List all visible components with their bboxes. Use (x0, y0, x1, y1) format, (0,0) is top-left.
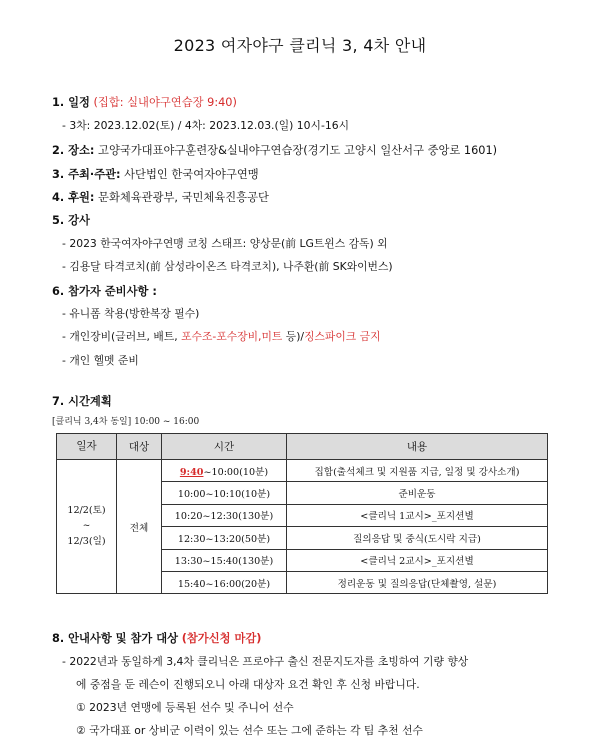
time-cell: 10:00~10:10(10분) (162, 482, 287, 504)
page-title: 2023 여자야구 클리닉 3, 4차 안내 (173, 36, 427, 55)
prep-helmet: - 개인 헬멧 준비 (62, 354, 139, 367)
section-venue (52, 142, 497, 158)
notice-line-2: 에 중점을 둔 레슨이 진행되오니 아래 대상자 요건 확인 후 신청 바랍니다. (76, 678, 420, 691)
time-cell: 15:40~16:00(20분) (162, 571, 287, 593)
notice-line-1: - 2022년과 동일하게 3,4차 클리닉은 프로야구 출신 전문지도자를 초빙하여 기량 향상 (62, 655, 469, 668)
eligibility-item-1: ① 2023년 연맹에 등록된 선수 및 주니어 선수 (76, 701, 294, 714)
date-cell (57, 460, 117, 594)
venue-text: 고양국가대표야구훈련장&실내야구연습장(경기도 고양시 일산서구 중앙로 1601) (94, 144, 498, 157)
section-instructors (52, 212, 90, 228)
prep-equipment-mid: 등)/ (282, 330, 305, 343)
content-cell: <클리닉 2교시>_포지션별 (287, 549, 548, 571)
content-cell: <클리닉 1교시>_포지션별 (287, 504, 548, 526)
instructors-line-2: - 김용달 타격코치(前 삼성라이온즈 타격코치), 나주환(前 SK와이번스) (62, 260, 393, 273)
host-text: 사단법인 한국여자야구연맹 (120, 168, 259, 181)
section-host-label: 3. 주최·주관: (52, 168, 121, 181)
section-schedule-label: 1. 일정 (52, 96, 90, 109)
section-schedule (52, 94, 237, 110)
section-notice-label: 8. 안내사항 및 참가 대상 (52, 632, 179, 645)
header-date: 일자 (57, 434, 117, 460)
target-cell: 전체 (117, 460, 162, 594)
section-prep-label: 6. 참가자 준비사항 : (52, 285, 157, 298)
table-header-row (57, 434, 548, 460)
prep-catcher-gear: 포수조-포수장비,미트 (181, 330, 283, 343)
time-cell: 12:30~13:20(50분) (162, 527, 287, 549)
date-start: 12/2(토) (67, 504, 106, 516)
prep-equipment-pre: - 개인장비(글러브, 배트, (62, 330, 182, 343)
gathering-note: (집합: 실내야구연습장 9:40) (93, 96, 237, 109)
prep-uniform: - 유니폼 착용(방한복장 필수) (62, 307, 200, 320)
eligibility-item-2: ② 국가대표 or 상비군 이력이 있는 선수 또는 그에 준하는 각 팀 추천 선수 (76, 724, 423, 737)
section-timetable (52, 393, 112, 409)
time-cell (162, 460, 287, 482)
content-cell: 집합(출석체크 및 지원품 지급, 일정 및 강사소개) (287, 460, 548, 482)
time-cell: 13:30~15:40(130분) (162, 549, 287, 571)
content-cell: 질의응답 및 중식(도시락 지급) (287, 527, 548, 549)
section-venue-label: 2. 장소: (52, 144, 95, 157)
content-cell: 준비운동 (287, 482, 548, 504)
section-timetable-label: 7. 시간계획 (52, 395, 112, 408)
section-instructors-label: 5. 강사 (52, 214, 90, 227)
sponsor-text: 문화체육관광부, 국민체육진흥공단 (94, 191, 269, 204)
header-content: 내용 (287, 434, 548, 460)
date-tilde: ~ (82, 521, 91, 532)
section-host (52, 166, 259, 182)
section-sponsor-label: 4. 후원: (52, 191, 95, 204)
prep-equipment (62, 329, 381, 344)
timetable-note: [클리닉 3,4차 동일] 10:00 ~ 16:00 (52, 417, 200, 427)
date-end: 12/3(일) (67, 536, 106, 548)
section-notice (52, 630, 261, 646)
content-cell: 정리운동 및 질의응답(단체촬영, 설문) (287, 571, 548, 593)
time-cell: 10:20~12:30(130분) (162, 504, 287, 526)
schedule-dates: - 3차: 2023.12.02(토) / 4차: 2023.12.03.(일) 10시-16시 (62, 119, 350, 132)
timetable (56, 433, 548, 594)
table-row (57, 460, 548, 482)
instructors-line-1: - 2023 한국여자야구연맹 코칭 스태프: 양상문(前 LG트윈스 감독) 외 (62, 237, 388, 250)
section-sponsor (52, 189, 269, 205)
time-highlight: 9:40 (179, 466, 204, 478)
section-prep (52, 283, 157, 299)
header-time: 시간 (162, 434, 287, 460)
time-text: ~10:00(10분) (203, 466, 269, 478)
prep-spike-ban: 징스파이크 금지 (304, 330, 381, 343)
header-target: 대상 (117, 434, 162, 460)
registration-closed: (참가신청 마감) (181, 632, 262, 645)
